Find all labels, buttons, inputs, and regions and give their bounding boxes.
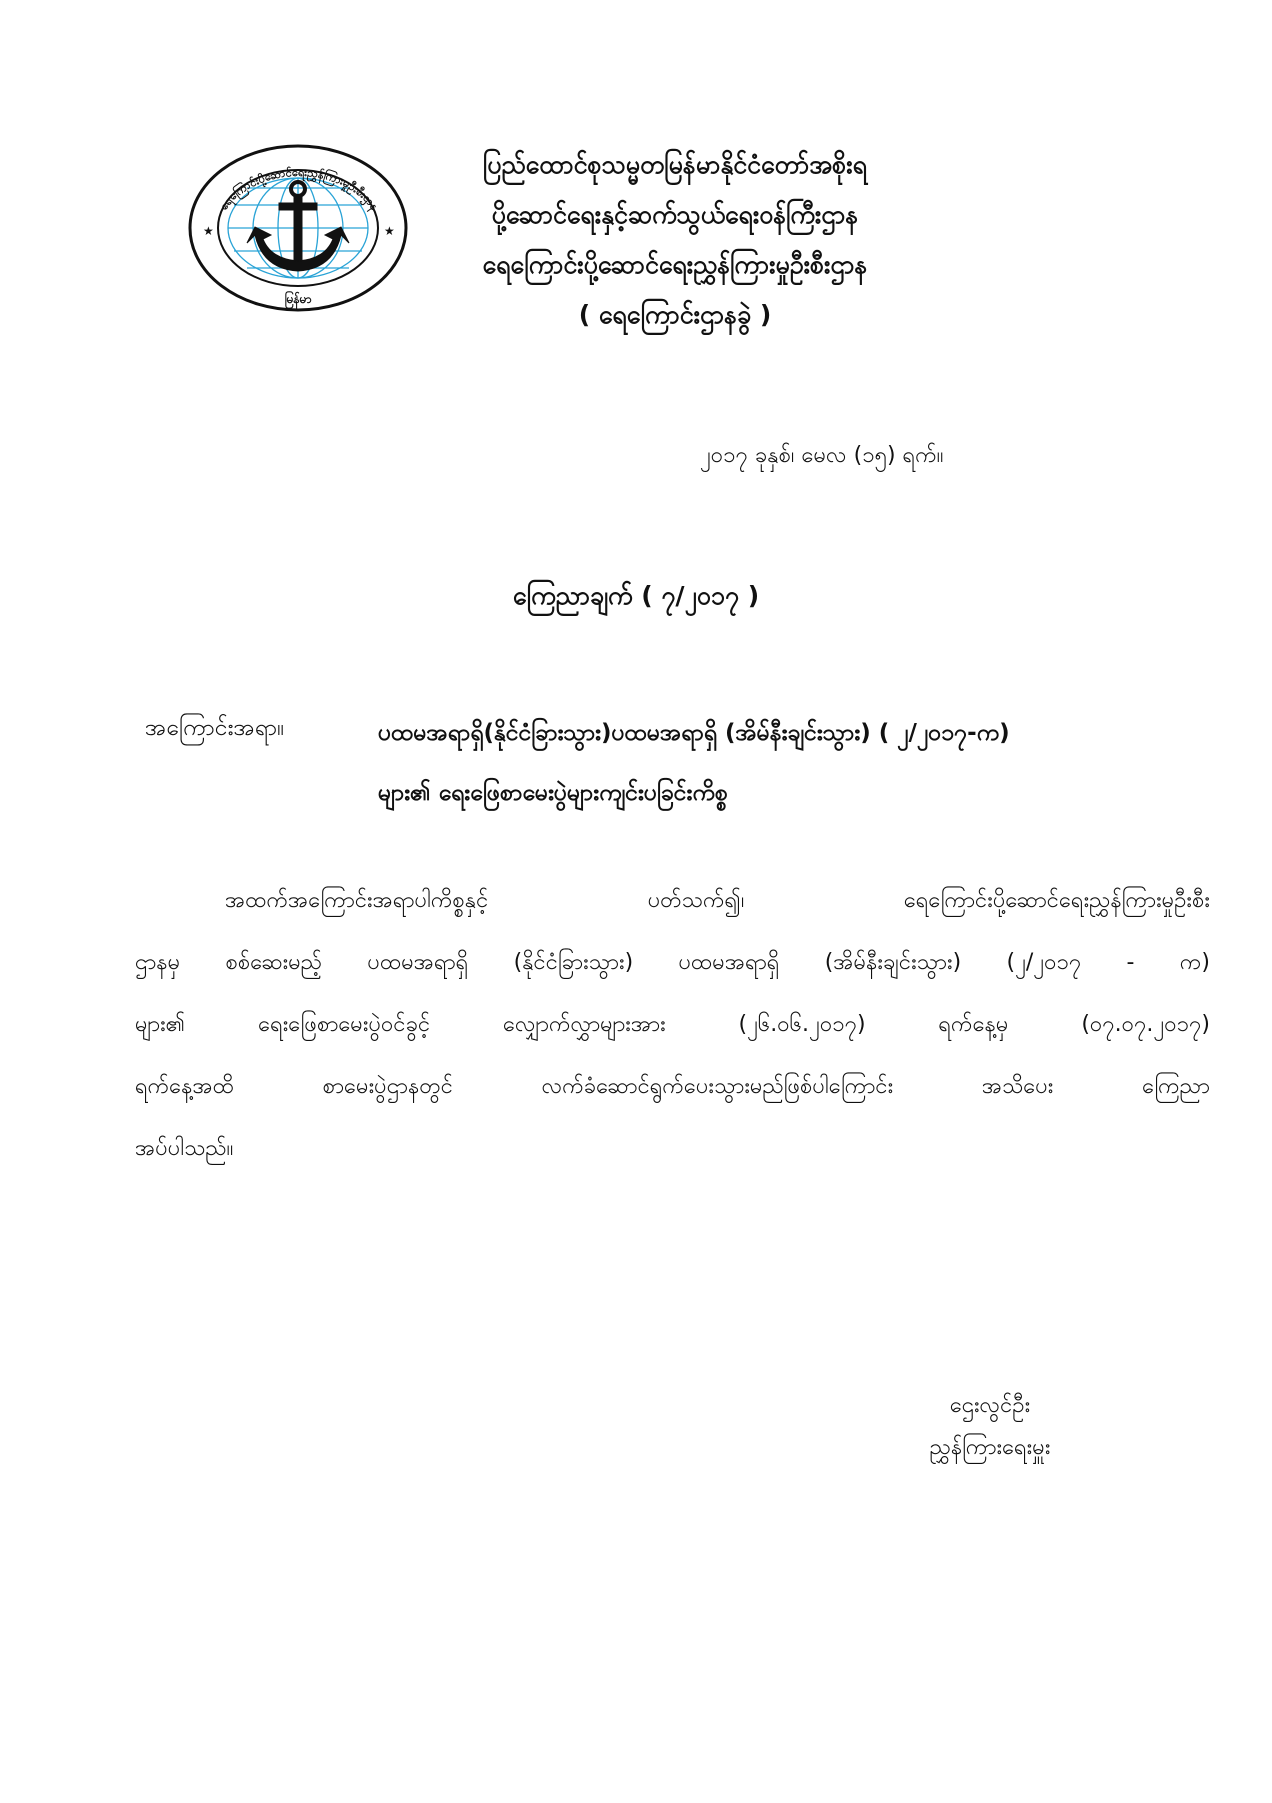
body-word: လက်ခံဆောင်ရွက်ပေးသွားမည်ဖြစ်ပါကြောင်း: [541, 1074, 894, 1099]
document-date: ၂၀၁၇ ခုနှစ်၊ မေလ (၁၅) ရက်။: [700, 443, 944, 468]
body-word: (အိမ်နီးချင်းသွား): [824, 950, 962, 975]
letterhead: [405, 140, 945, 340]
body-word: အထက်အကြောင်းအရာပါကိစ္စနှင့်: [225, 888, 489, 913]
body-line-2: [135, 932, 1210, 994]
header-government: ပြည်ထောင်စုသမ္မတမြန်မာနိုင်ငံတော်အစိုးရ: [483, 150, 867, 179]
body-line-3: [135, 994, 1210, 1056]
body-word: ပထမအရာရှိ: [678, 950, 780, 975]
body-word: ရက်နေ့မှ: [938, 1012, 1009, 1037]
body-paragraph: [135, 870, 1210, 1180]
logo-bottom-text: မြန်မာ: [284, 292, 312, 306]
body-word: များ၏: [135, 1012, 186, 1037]
body-word: စစ်ဆေးမည့်: [225, 950, 323, 975]
department-logo: [187, 143, 410, 313]
body-line-4: [135, 1056, 1210, 1118]
body-word: က): [1179, 950, 1210, 975]
body-word: -: [1126, 950, 1135, 975]
body-word: (နိုင်ငံခြားသွား): [513, 950, 634, 975]
body-word: အသိပေး: [981, 1074, 1054, 1099]
body-word: လျှောက်လွှာများအား: [503, 1012, 666, 1037]
signatory-title: ညွှန်ကြားရေးမှူး: [929, 1435, 1051, 1460]
body-word: (၂/၂၀၁၇: [1006, 950, 1082, 975]
body-word: ကြေညာ: [1142, 1074, 1210, 1099]
logo-ring-text: ရေကြောင်းပို့ဆောင်ရေးညွှန်ကြားမှုဦးစီးဌာန: [217, 165, 381, 213]
body-word: စာမေးပွဲဌာနတွင်: [322, 1074, 453, 1099]
star-right-icon: ★: [384, 224, 395, 238]
body-word: ရက်နေ့အထိ: [135, 1074, 234, 1099]
header-department: ရေကြောင်းပို့ဆောင်ရေးညွှန်ကြားမှုဦးစီးဌာန: [482, 250, 868, 279]
body-word: (၀၇.၀၇.၂၀၁၇): [1081, 1012, 1210, 1037]
body-word: ရေးဖြေစာမေးပွဲဝင်ခွင့်: [258, 1012, 431, 1037]
body-word: ပတ်သက်၍၊: [647, 888, 745, 913]
body-word: (၂၆.၀၆.၂၀၁၇): [738, 1012, 866, 1037]
body-word: ပထမအရာရှိ: [367, 950, 469, 975]
signature-block: [870, 1385, 1110, 1469]
notice-title: ကြေညာချက် ( ၇/၂၀၁၇ ): [512, 581, 760, 610]
subject-line-1: ပထမအရာရှိ(နိုင်ငံခြားသွား)ပထမအရာရှိ (အိမ်နီးချင်းသွား) ( ၂/၂၀၁၇-က): [378, 720, 1010, 746]
header-ministry: ပို့ဆောင်ရေးနှင့်ဆက်သွယ်ရေးဝန်ကြီးဌာန: [491, 200, 859, 229]
body-line-5: အပ်ပါသည်။: [135, 1136, 234, 1161]
signatory-name: ဌေးလွင်ဦး: [949, 1393, 1031, 1418]
body-line-1: [135, 870, 1210, 932]
star-left-icon: ★: [203, 224, 214, 238]
subject-label: အကြောင်းအရာ။: [145, 715, 285, 741]
subject-line-2: များ၏ ရေးဖြေစာမေးပွဲများကျင်းပခြင်းကိစ္စ: [378, 780, 728, 806]
header-division: ( ရေကြောင်းဌာနခွဲ ): [578, 300, 772, 329]
body-word: ရေကြောင်းပို့ဆောင်ရေးညွှန်ကြားမှုဦးစီး: [903, 888, 1210, 913]
subject: [378, 703, 1208, 823]
body-word: ဌာနမှ: [135, 950, 181, 975]
